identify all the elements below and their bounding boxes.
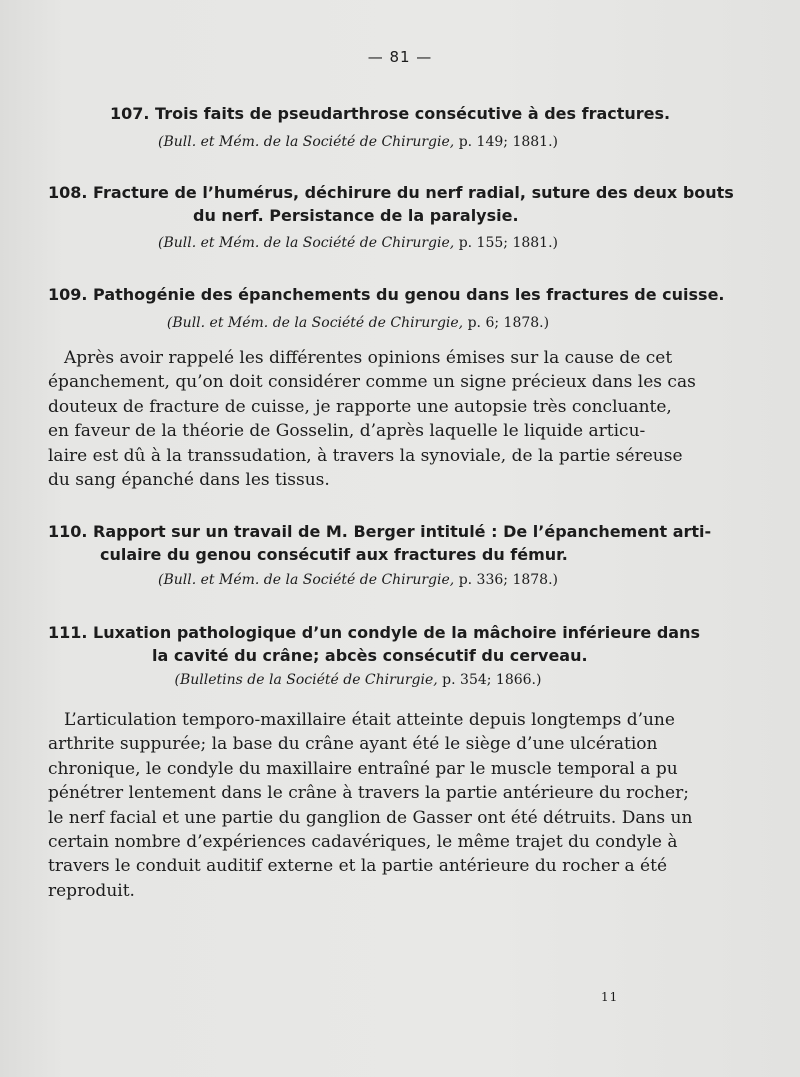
paragraph-line: du sang épanché dans les tissus. bbox=[48, 470, 330, 491]
paragraph-line: douteux de fracture de cuisse, je rapporte une autopsie très concluante, bbox=[48, 396, 672, 417]
page-number: — 81 — bbox=[367, 48, 433, 66]
paragraph-line: en faveur de la théorie de Gosselin, d’après laquelle le liquide articu- bbox=[48, 421, 646, 442]
reference-source: (Bull. et Mém. de la Société de Chirurgie, bbox=[158, 572, 455, 588]
paragraph-line: pénétrer lentement dans le crâne à travers la partie antérieure du rocher; bbox=[48, 783, 689, 804]
entry-summary-111 bbox=[48, 708, 693, 903]
reference-source: (Bull. et Mém. de la Société de Chirurgie, bbox=[158, 235, 455, 251]
entry-title-line: 111. Luxation pathologique d’un condyle de la mâchoire inférieure dans bbox=[48, 623, 700, 642]
paragraph-line: chronique, le condyle du maxillaire entraîné par le muscle temporal a pu bbox=[48, 758, 678, 779]
entry-reference-109 bbox=[0, 315, 716, 331]
entry-title-line: culaire du genou consécutif aux fractures du fémur. bbox=[100, 545, 568, 564]
reference-detail: p. 354; 1866.) bbox=[442, 672, 542, 688]
paragraph-line: Après avoir rappelé les différentes opinions émises sur la cause de cet bbox=[64, 348, 673, 368]
paragraph-line: arthrite suppurée; la base du crâne ayant été le siège d’une ulcération bbox=[48, 734, 658, 755]
entry-title-108 bbox=[48, 181, 734, 227]
signature-mark: 11 bbox=[601, 990, 619, 1004]
entry-summary-109 bbox=[48, 346, 696, 492]
entry-title-line: 108. Fracture de l’humérus, déchirure du nerf radial, suture des deux bouts bbox=[48, 183, 734, 202]
reference-source: (Bulletins de la Société de Chirurgie, bbox=[174, 672, 438, 688]
entry-title-line: 107. Trois faits de pseudarthrose consécutive à des fractures. bbox=[110, 104, 671, 123]
reference-detail: p. 6; 1878.) bbox=[467, 315, 550, 331]
reference-source: (Bull. et Mém. de la Société de Chirurgie, bbox=[158, 134, 455, 150]
reference-source: (Bull. et Mém. de la Société de Chirurgie, bbox=[166, 315, 464, 331]
entry-title-line: 109. Pathogénie des épanchements du genou dans les fractures de cuisse. bbox=[48, 285, 725, 304]
entry-reference-108 bbox=[0, 235, 716, 251]
reference-detail: p. 155; 1881.) bbox=[458, 235, 558, 251]
entry-title-107 bbox=[110, 102, 670, 125]
entry-reference-111 bbox=[0, 672, 716, 688]
entry-reference-107 bbox=[0, 134, 716, 150]
paragraph-line: laire est dû à la transsudation, à travers la synoviale, de la partie séreuse bbox=[48, 445, 683, 466]
entry-title-111 bbox=[48, 621, 700, 667]
entry-title-line: du nerf. Persistance de la paralysie. bbox=[193, 206, 519, 225]
reference-detail: p. 149; 1881.) bbox=[458, 134, 558, 150]
reference-detail: p. 336; 1878.) bbox=[458, 572, 558, 588]
entry-title-line: la cavité du crâne; abcès consécutif du cerveau. bbox=[152, 646, 588, 665]
paragraph-line: certain nombre d’expériences cadavériques, le même trajet du condyle à bbox=[48, 832, 678, 853]
entry-title-line: 110. Rapport sur un travail de M. Berger intitulé : De l’épanchement arti- bbox=[48, 522, 712, 541]
paragraph-line: travers le conduit auditif externe et la partie antérieure du rocher a été bbox=[48, 856, 668, 877]
paragraph-line: L’articulation temporo-maxillaire était atteinte depuis longtemps d’une bbox=[64, 710, 675, 730]
entry-reference-110 bbox=[0, 572, 716, 588]
paragraph-line: le nerf facial et une partie du ganglion de Gasser ont été détruits. Dans un bbox=[48, 807, 693, 828]
entry-title-109 bbox=[48, 283, 725, 306]
entry-title-110 bbox=[48, 520, 711, 566]
paragraph-line: épanchement, qu’on doit considérer comme un signe précieux dans les cas bbox=[48, 372, 696, 393]
paragraph-line: reproduit. bbox=[48, 880, 135, 901]
